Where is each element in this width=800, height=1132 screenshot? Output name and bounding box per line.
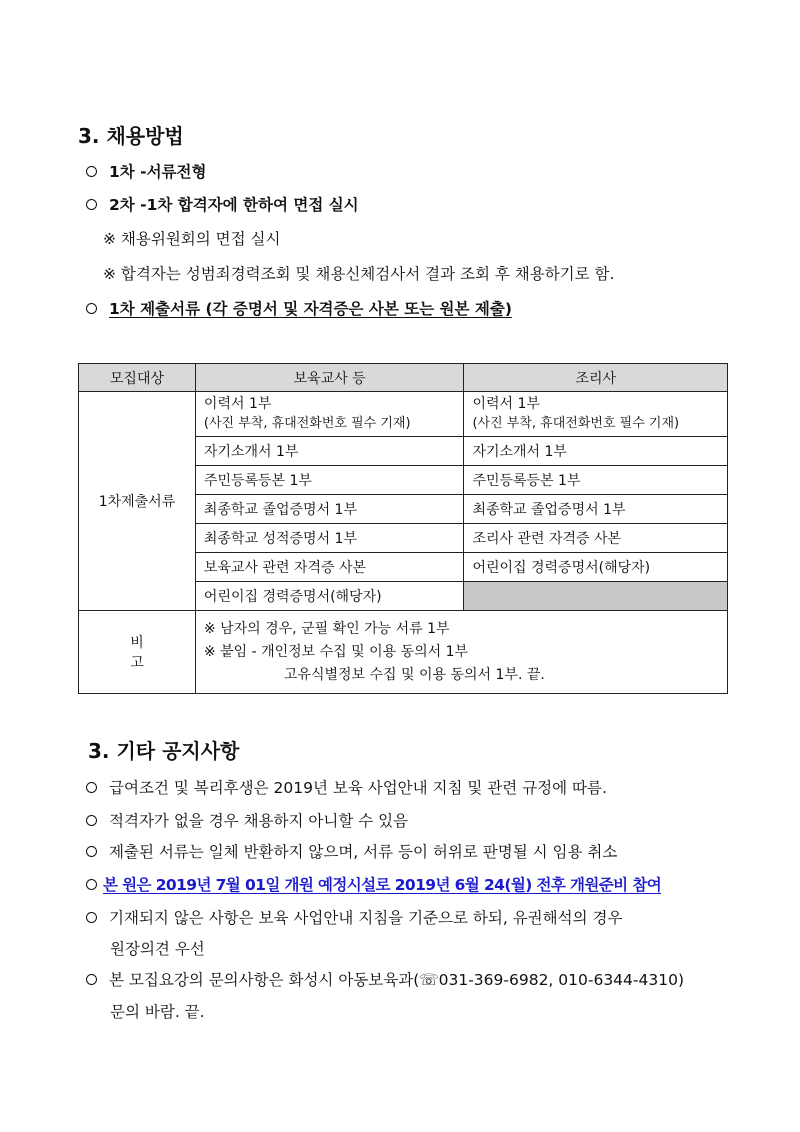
notice-item-5-cont: 원장의견 우선 — [110, 940, 205, 958]
circle-bullet-icon — [86, 815, 97, 826]
notice-item-5: 기재되지 않은 사항은 보육 사업안내 지침을 기준으로 하되, 유권해석의 경우 — [86, 906, 622, 928]
cook-doc: 최종학교 졸업증명서 1부 — [464, 495, 728, 524]
notice-item-3: 제출된 서류는 일체 반환하지 않으며, 서류 등이 허위로 판명될 시 임용 취소 — [86, 840, 617, 862]
cook-doc: 자기소개서 1부 — [464, 437, 728, 466]
header-teacher: 보육교사 등 — [195, 364, 464, 392]
circle-bullet-icon — [86, 303, 97, 314]
section2-title: 3. 기타 공지사항 — [88, 739, 240, 763]
cook-doc: 조리사 관련 자격증 사본 — [464, 524, 728, 553]
cook-doc: 주민등록등본 1부 — [464, 466, 728, 495]
teacher-doc: 자기소개서 1부 — [195, 437, 464, 466]
section1-title: 3. 채용방법 — [78, 124, 184, 148]
remarks-row — [79, 611, 728, 694]
teacher-doc: 주민등록등본 1부 — [195, 466, 464, 495]
table-row — [79, 392, 728, 437]
teacher-doc: 어린이집 경력증명서(해당자) — [195, 582, 464, 611]
teacher-doc: 최종학교 졸업증명서 1부 — [195, 495, 464, 524]
notice-item-6: 본 모집요강의 문의사항은 화성시 아동보육과(☏031-369-6982, 010-6344-4310) — [86, 968, 684, 990]
notice-item-4-highlight: 본 원은 2019년 7월 01일 개원 예정시설로 2019년 6월 24(월) 전후 개원준비 참여 — [86, 873, 661, 895]
documents-table — [78, 363, 728, 694]
method-note-2: ※ 합격자는 성범죄경력조회 및 채용신체검사서 결과 조회 후 채용하기로 함. — [103, 265, 615, 283]
circle-bullet-icon — [86, 199, 97, 210]
circle-bullet-icon — [86, 166, 97, 177]
circle-bullet-icon — [86, 912, 97, 923]
circle-bullet-icon — [86, 846, 97, 857]
empty-gray-cell — [464, 582, 728, 611]
teacher-resume: 이력서 1부 (사진 부착, 휴대전화번호 필수 기재) — [195, 392, 464, 437]
remark-content: ※ 남자의 경우, 군필 확인 가능 서류 1부 ※ 붙임 - 개인정보 수집 및 이용 동의서 1부 고유식별정보 수집 및 이용 동의서 1부. 끝. — [195, 611, 727, 694]
header-target: 모집대상 — [79, 364, 196, 392]
cook-resume: 이력서 1부 (사진 부착, 휴대전화번호 필수 기재) — [464, 392, 728, 437]
cook-doc: 어린이집 경력증명서(해당자) — [464, 553, 728, 582]
remark-label: 비 고 — [79, 611, 196, 694]
circle-bullet-icon — [86, 974, 97, 985]
notice-item-1: 급여조건 및 복리후생은 2019년 보육 사업안내 지침 및 관련 규정에 따름. — [86, 776, 607, 798]
notice-item-6-cont: 문의 바람. 끝. — [110, 1003, 205, 1021]
method-item-2: 2차 -1차 합격자에 한하여 면접 실시 — [86, 193, 359, 215]
method-item-1: 1차 -서류전형 — [86, 160, 206, 182]
notice-item-2: 적격자가 없을 경우 채용하지 아니할 수 있음 — [86, 809, 408, 831]
header-cook: 조리사 — [464, 364, 728, 392]
teacher-doc: 최종학교 성적증명서 1부 — [195, 524, 464, 553]
circle-bullet-icon — [86, 879, 97, 890]
row-label-docs: 1차제출서류 — [79, 392, 196, 611]
circle-bullet-icon — [86, 782, 97, 793]
method-note-1: ※ 채용위원회의 면접 실시 — [103, 230, 281, 248]
docs-heading: 1차 제출서류 (각 증명서 및 자격증은 사본 또는 원본 제출) — [86, 297, 512, 319]
teacher-doc: 보육교사 관련 자격증 사본 — [195, 553, 464, 582]
table-header-row — [79, 364, 728, 392]
